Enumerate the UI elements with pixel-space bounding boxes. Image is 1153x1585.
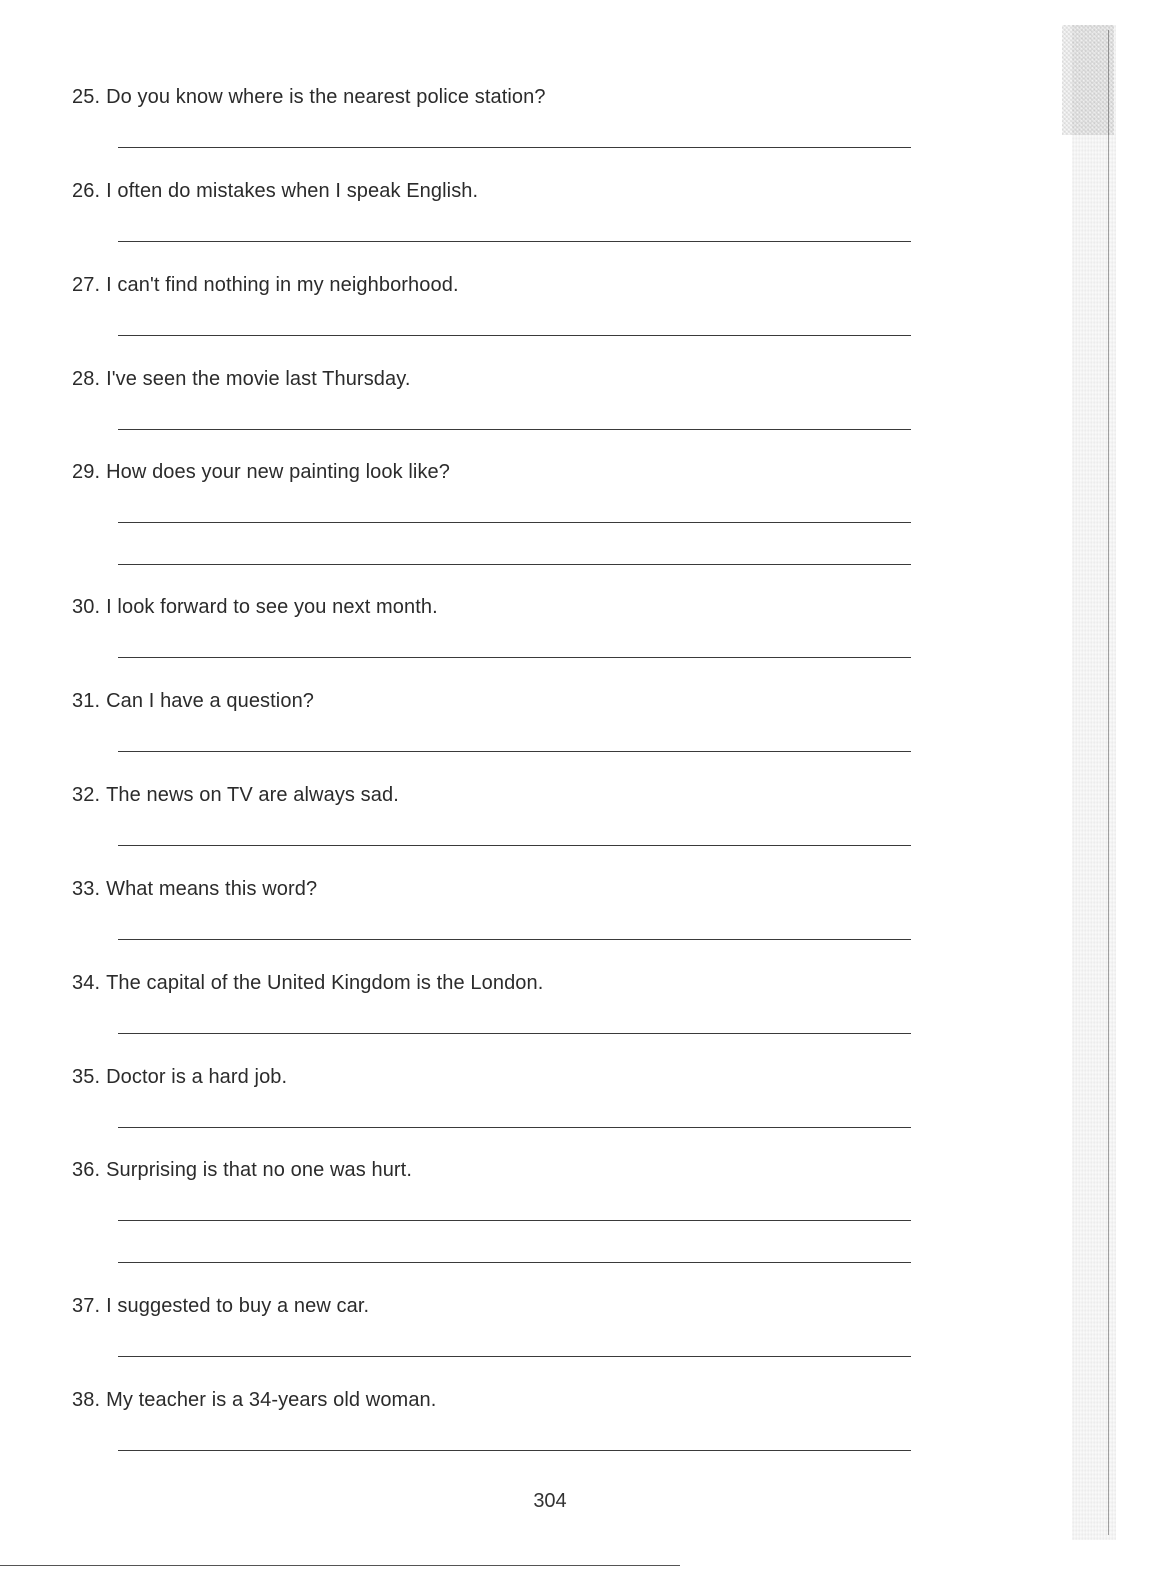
exercise-number: 31. [72, 690, 101, 712]
exercise-sentence [72, 971, 543, 995]
exercise-sentence [72, 1158, 412, 1182]
answer-line[interactable] [118, 1220, 911, 1221]
exercise-text: I often do mistakes when I speak English. [106, 180, 479, 202]
exercise-sentence [72, 367, 411, 391]
answer-line[interactable] [118, 241, 911, 242]
answer-line[interactable] [118, 429, 911, 430]
exercise-number: 26. [72, 180, 101, 202]
exercise-sentence [72, 1294, 369, 1318]
exercise-number: 30. [72, 596, 101, 618]
exercise-sentence [72, 460, 450, 484]
answer-line[interactable] [118, 1262, 911, 1263]
exercise-number: 27. [72, 274, 101, 296]
exercise-number: 32. [72, 784, 101, 806]
exercise-text: The capital of the United Kingdom is the London. [106, 972, 544, 994]
exercise-text: I've seen the movie last Thursday. [106, 368, 411, 390]
exercise-number: 35. [72, 1066, 101, 1088]
exercise-number: 29. [72, 461, 101, 483]
answer-line[interactable] [118, 1356, 911, 1357]
exercise-number: 37. [72, 1295, 101, 1317]
scan-edge-rule [1108, 30, 1109, 1535]
answer-line[interactable] [118, 845, 911, 846]
exercise-text: How does your new painting look like? [106, 461, 451, 483]
scan-edge-noise [1062, 25, 1114, 135]
exercise-text: My teacher is a 34-years old woman. [106, 1389, 437, 1411]
exercise-text: Surprising is that no one was hurt. [106, 1159, 412, 1181]
exercise-sentence [72, 179, 478, 203]
exercise-number: 28. [72, 368, 101, 390]
exercise-sentence [72, 783, 399, 807]
scan-edge-shadow [1072, 25, 1116, 1540]
exercise-number: 38. [72, 1389, 101, 1411]
exercise-sentence [72, 595, 438, 619]
exercise-number: 25. [72, 86, 101, 108]
exercise-text: I look forward to see you next month. [106, 596, 438, 618]
answer-line[interactable] [118, 939, 911, 940]
exercise-number: 36. [72, 1159, 101, 1181]
bottom-rule [0, 1565, 680, 1566]
exercise-sentence [72, 1065, 287, 1089]
exercise-sentence [72, 273, 459, 297]
exercise-text: Doctor is a hard job. [106, 1066, 288, 1088]
answer-line[interactable] [118, 564, 911, 565]
exercise-number: 33. [72, 878, 101, 900]
answer-line[interactable] [118, 335, 911, 336]
exercise-text: What means this word? [106, 878, 318, 900]
answer-line[interactable] [118, 522, 911, 523]
exercise-sentence [72, 85, 546, 109]
answer-line[interactable] [118, 1033, 911, 1034]
exercise-text: Can I have a question? [106, 690, 315, 712]
answer-line[interactable] [118, 147, 911, 148]
answer-line[interactable] [118, 657, 911, 658]
exercise-sentence [72, 877, 317, 901]
exercise-text: The news on TV are always sad. [106, 784, 399, 806]
exercise-text: I suggested to buy a new car. [106, 1295, 370, 1317]
exercise-number: 34. [72, 972, 101, 994]
answer-line[interactable] [118, 1450, 911, 1451]
answer-line[interactable] [118, 751, 911, 752]
exercise-text: I can't find nothing in my neighborhood. [106, 274, 459, 296]
exercise-sentence [72, 689, 314, 713]
page-number: 304 [533, 1490, 567, 1512]
exercise-sentence [72, 1388, 436, 1412]
answer-line[interactable] [118, 1127, 911, 1128]
exercise-text: Do you know where is the nearest police station? [106, 86, 546, 108]
